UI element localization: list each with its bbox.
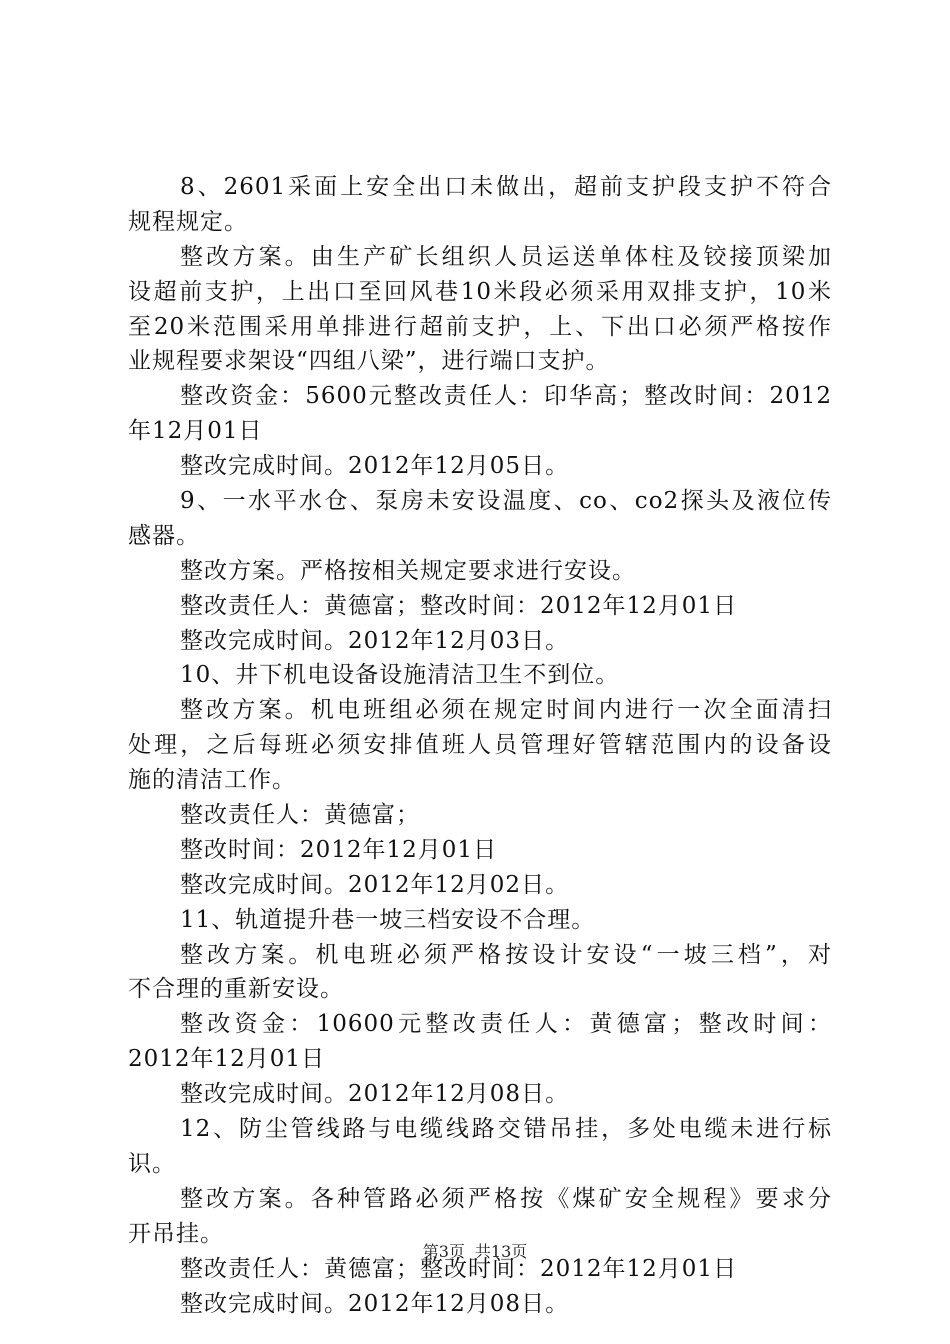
paragraph-line: 整改方案。严格按相关规定要求进行安设。: [180, 557, 636, 584]
paragraph-line: 整改完成时间。2012年12月03日。: [180, 627, 570, 654]
paragraph-line: 整改完成时间。2012年12月08日。: [180, 1081, 570, 1108]
paragraph-line: 整改方案。由生产矿长组织人员运送单体柱及铰接顶梁加: [180, 243, 832, 270]
paragraph-line: 整改完成时间。2012年12月08日。: [180, 1290, 570, 1317]
paragraph-line: 业规程要求架设“四组八梁”，进行端口支护。: [128, 348, 610, 375]
paragraph-line: 开吊挂。: [128, 1220, 224, 1247]
page-total: 共13页: [474, 1242, 528, 1261]
paragraph-line: 至20米范围采用单排进行超前支护，上、下出口必须严格按作: [128, 313, 832, 340]
paragraph-line: 感器。: [128, 522, 200, 549]
paragraph-line: 12、防尘管线路与电缆线路交错吊挂，多处电缆未进行标: [180, 1116, 832, 1143]
paragraph-line: 整改时间：2012年12月01日: [180, 836, 498, 863]
paragraph-line: 整改完成时间。2012年12月02日。: [180, 871, 570, 898]
paragraph-line: 2012年12月01日: [128, 1046, 326, 1073]
document-body: [128, 170, 832, 1321]
paragraph-line: 施的清洁工作。: [128, 767, 296, 794]
paragraph-line: 整改方案。各种管路必须严格按《煤矿安全规程》要求分: [180, 1185, 832, 1212]
page-number: 第3页: [422, 1242, 465, 1261]
paragraph-line: 年12月01日: [128, 418, 263, 445]
page-footer: [0, 1240, 950, 1264]
paragraph-line: 识。: [128, 1150, 176, 1177]
paragraph-line: 规程规定。: [128, 208, 248, 235]
paragraph-line: 整改资金：5600元整改责任人：印华高；整改时间：2012: [180, 383, 832, 410]
paragraph-line: 11、轨道提升巷一坡三档安设不合理。: [180, 906, 596, 933]
paragraph-line: 设超前支护，上出口至回风巷10米段必须采用双排支护，10米: [128, 278, 832, 305]
paragraph-line: 整改方案。机电班必须严格按设计安设“一坡三档”，对: [180, 941, 832, 968]
paragraph-line: 9、一水平水仓、泵房未安设温度、co、co2探头及液位传: [180, 488, 832, 515]
paragraph-line: 8、2601采面上安全出口未做出，超前支护段支护不符合: [180, 174, 832, 200]
paragraph-line: 整改责任人：黄德富；整改时间：2012年12月01日: [180, 1255, 738, 1282]
paragraph-line: 整改责任人：黄德富；整改时间：2012年12月01日: [180, 592, 738, 619]
paragraph-line: 处理，之后每班必须安排值班人员管理好管辖范围内的设备设: [128, 732, 832, 759]
paragraph-line: 整改方案。机电班组必须在规定时间内进行一次全面清扫: [180, 697, 832, 724]
paragraph-line: 不合理的重新安设。: [128, 976, 344, 1003]
paragraph-line: 整改资金：10600元整改责任人：黄德富；整改时间：: [180, 1011, 832, 1038]
paragraph-line: 整改完成时间。2012年12月05日。: [180, 453, 570, 480]
paragraph-line: 整改责任人：黄德富；: [180, 802, 420, 829]
paragraph-line: 10、井下机电设备设施清洁卫生不到位。: [180, 662, 620, 689]
